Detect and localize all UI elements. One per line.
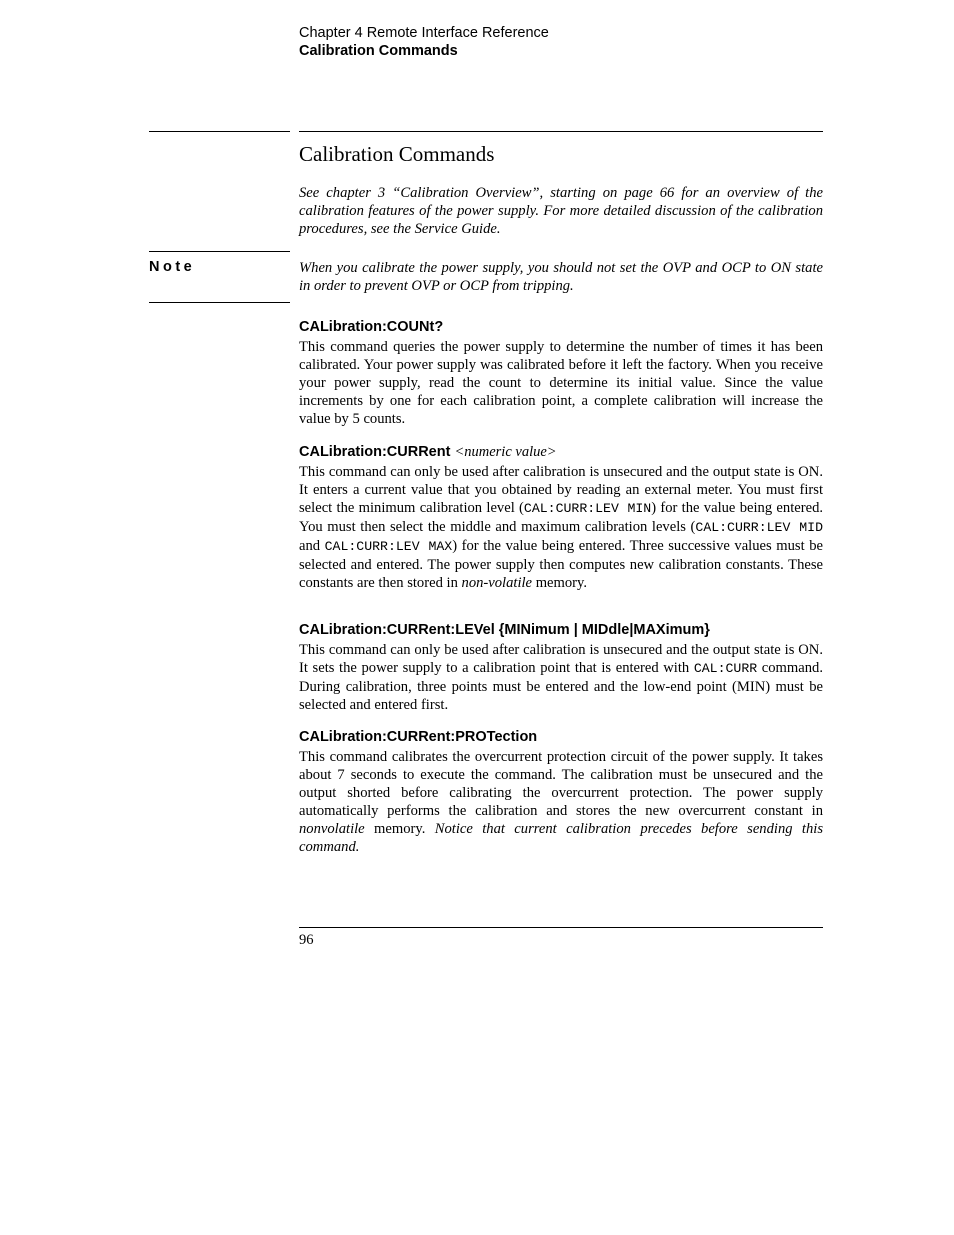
page-number: 96 xyxy=(299,932,314,948)
intro-paragraph: See chapter 3 “Calibration Overview”, starting on page 66 for an overview of the calibration features of the power supply. For more detailed discussion of the calibration procedures, see the Service Guide. xyxy=(299,185,823,237)
command-body-count: This command queries the power supply to determine the number of times it has been calibrated. Your power supply was calibrated before it left the factory. When you receive your power supply, read the count to determine its initial value. Since the value increments by one for each calibration point, a complete calibration will increase the value by 5 counts. xyxy=(299,339,823,427)
running-header-section: Calibration Commands xyxy=(299,43,458,59)
command-heading-current-name: CALibration:CURRent xyxy=(299,444,451,460)
section-title: Calibration Commands xyxy=(299,142,495,166)
body-text: ) for the value being entered. You must then select the middle and maximum calibration levels ( xyxy=(299,500,824,535)
body-text: memory. xyxy=(364,821,435,837)
command-heading-current xyxy=(299,443,557,461)
command-heading-protection: CALibration:CURRent:PROTection xyxy=(299,729,538,745)
emphasis-text: non-volatile xyxy=(461,575,533,591)
command-heading-level: CALibration:CURRent:LEVel {MINimum | MIDdle|MAXimum} xyxy=(299,622,710,638)
note-label: Note xyxy=(149,259,196,275)
body-text: and xyxy=(299,538,325,554)
command-parameter: <numeric value> xyxy=(454,444,557,460)
body-text: ) for the value being entered. Three successive values must be selected and entered. The power supply then computes new calibration constants. These constants are then stored in xyxy=(299,538,823,591)
note-text: When you calibrate the power supply, you should not set the OVP and OCP to ON state in order to prevent OVP or OCP from tripping. xyxy=(299,260,823,294)
running-header-chapter: Chapter 4 Remote Interface Reference xyxy=(299,25,549,41)
command-body-level xyxy=(299,641,823,714)
body-text: memory. xyxy=(532,575,588,591)
code-snippet: CAL:CURR:LEV MAX xyxy=(324,539,453,554)
command-body-current xyxy=(299,463,823,592)
code-snippet: CAL:CURR:LEV MID xyxy=(695,520,823,535)
title-rule xyxy=(299,131,823,132)
body-text: command. During calibration, three points must be entered and the low-end point (MIN) must be selected and entered first. xyxy=(299,660,823,713)
left-margin-rule-top xyxy=(149,131,290,132)
emphasis-text: nonvolatile xyxy=(299,821,365,837)
note-rule-top xyxy=(149,251,290,252)
body-text: This command calibrates the overcurrent protection circuit of the power supply. It takes about 7 seconds to execute the command. The calibration must be unsecured and the output shorted before calibrating the overcurrent protection. The power supply automatically performs the calibration and stores the new overcurrent constant in xyxy=(299,749,823,819)
footer-rule xyxy=(299,927,823,928)
italic-notice: Notice that current calibration precedes before sending this command. xyxy=(299,821,823,855)
code-snippet: CAL:CURR:LEV MIN xyxy=(523,501,652,516)
note-rule-bottom xyxy=(149,302,290,303)
command-heading-count: CALibration:COUNt? xyxy=(299,319,444,335)
command-body-protection xyxy=(299,748,823,856)
code-snippet: CAL:CURR xyxy=(693,661,758,676)
body-text: This command can only be used after calibration is unsecured and the output state is ON. It sets the power supply to a calibration point that is entered with xyxy=(299,642,823,676)
body-text: This command can only be used after calibration is unsecured and the output state is ON. It enters a current value that you obtained by reading an external meter. You must first select the minimum calibration level ( xyxy=(299,464,823,516)
